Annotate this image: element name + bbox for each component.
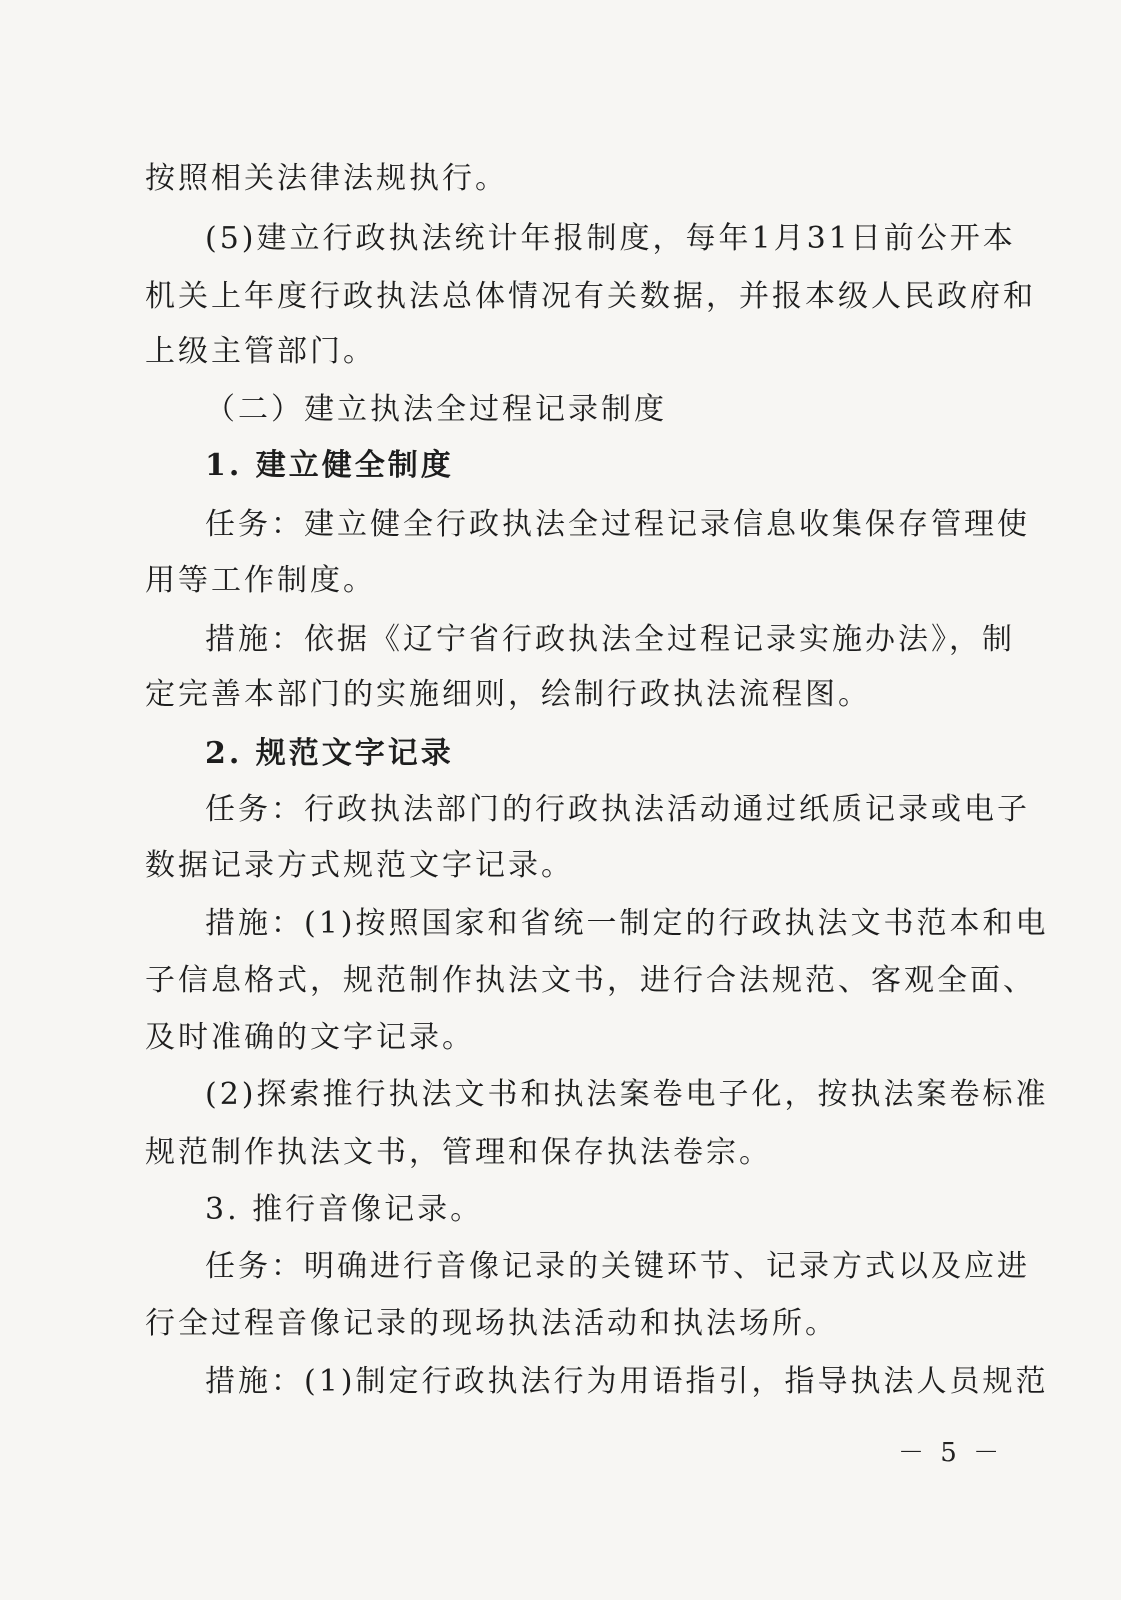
paragraph-line-10: 定完善本部门的实施细则，绘制行政执法流程图。 — [145, 677, 871, 712]
paragraph-line-17: (2)探索推行执法文书和执法案卷电子化，按执法案卷标准 — [205, 1077, 1049, 1112]
paragraph-line-15: 子信息格式，规范制作执法文书，进行合法规范、客观全面、 — [145, 963, 1036, 998]
paragraph-line-14: 措施：(1)按照国家和省统一制定的行政执法文书范本和电 — [205, 906, 1049, 941]
subsection-heading-3: 3. 推行音像记录。 — [205, 1192, 484, 1227]
subsection-heading-1: 1. 建立健全制度 — [205, 448, 454, 483]
section-heading: （二）建立执法全过程记录制度 — [205, 392, 667, 427]
paragraph-line-9: 措施：依据《辽宁省行政执法全过程记录实施办法》，制 — [205, 622, 1015, 657]
paragraph-line-1: 按照相关法律法规执行。 — [145, 161, 508, 196]
paragraph-line-4: 上级主管部门。 — [145, 334, 376, 369]
page-number: － 5 － — [898, 1438, 1004, 1468]
subsection-heading-2: 2. 规范文字记录 — [205, 736, 454, 771]
paragraph-line-2: (5)建立行政执法统计年报制度，每年1月31日前公开本 — [205, 221, 1016, 256]
paragraph-line-12: 任务：行政执法部门的行政执法活动通过纸质记录或电子 — [205, 792, 1030, 827]
paragraph-line-22: 措施：(1)制定行政执法行为用语指引，指导执法人员规范 — [205, 1364, 1049, 1399]
paragraph-line-8: 用等工作制度。 — [145, 563, 376, 598]
paragraph-line-16: 及时准确的文字记录。 — [145, 1020, 475, 1055]
paragraph-line-3: 机关上年度行政执法总体情况有关数据，并报本级人民政府和 — [145, 279, 1036, 314]
paragraph-line-21: 行全过程音像记录的现场执法活动和执法场所。 — [145, 1306, 838, 1341]
paragraph-line-13: 数据记录方式规范文字记录。 — [145, 848, 574, 883]
paragraph-line-7: 任务：建立健全行政执法全过程记录信息收集保存管理使 — [205, 507, 1030, 542]
paragraph-line-18: 规范制作执法文书，管理和保存执法卷宗。 — [145, 1135, 772, 1170]
paragraph-line-20: 任务：明确进行音像记录的关键环节、记录方式以及应进 — [205, 1249, 1030, 1284]
